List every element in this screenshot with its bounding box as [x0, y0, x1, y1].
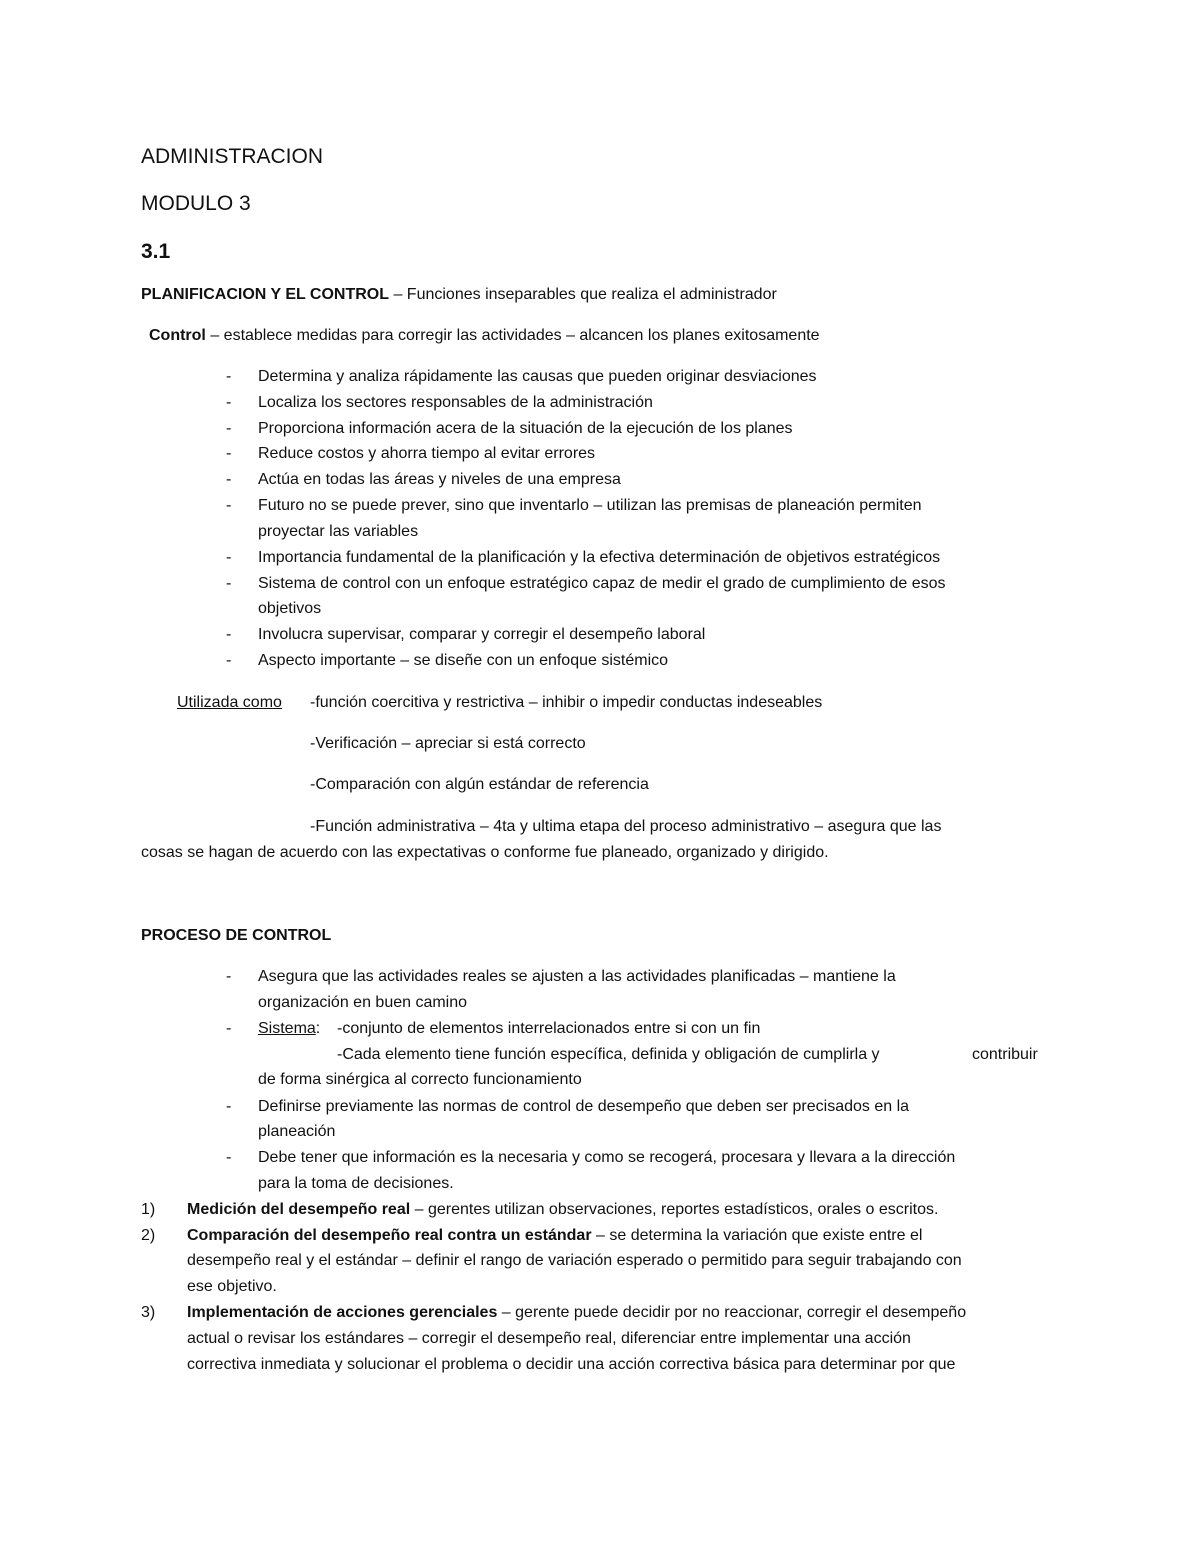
bullet-dash: -	[226, 1149, 232, 1166]
list-item: Proporciona información acera de la situación de la ejecución de los planes	[258, 420, 793, 437]
step-number: 1)	[141, 1201, 156, 1218]
step-number: 2)	[141, 1227, 156, 1244]
list-item: Importancia fundamental de la planificación y la efectiva determinación de objetivos estratégicos	[258, 549, 941, 566]
list-item-continuation: proyectar las variables	[258, 523, 419, 540]
list-item: Aspecto importante – se diseñe con un enfoque sistémico	[258, 652, 669, 669]
step-continuation: ese objetivo.	[187, 1278, 277, 1295]
step-description: – gerente puede decidir por no reaccionar, corregir el desempeño	[497, 1304, 967, 1321]
used-as-continuation: cosas se hagan de acuerdo con las expectativas o conforme fue planeado, organizado y dirigido.	[141, 844, 829, 861]
used-as-label: Utilizada como	[177, 694, 282, 711]
used-as-item: -Función administrativa – 4ta y ultima etapa del proceso administrativo – asegura que las	[310, 818, 942, 835]
system-item	[258, 1018, 320, 1040]
bullet-dash: -	[226, 445, 232, 462]
bullet-dash: -	[226, 549, 232, 566]
list-item-continuation: planeación	[258, 1123, 336, 1140]
step-number: 3)	[141, 1304, 156, 1321]
list-item: Determina y analiza rápidamente las causas que pueden originar desviaciones	[258, 368, 817, 385]
step-continuation: correctiva inmediata y solucionar el problema o decidir una acción correctiva básica para determinar por que	[187, 1356, 956, 1373]
list-item: Asegura que las actividades reales se ajusten a las actividades planificadas – mantiene la	[258, 968, 896, 985]
step-text	[187, 1302, 966, 1324]
control-definition-rest: – establece medidas para corregir las actividades – alcancen los planes exitosamente	[205, 327, 820, 344]
bullet-dash: -	[226, 1098, 232, 1115]
bullet-dash: -	[226, 394, 232, 411]
list-item-continuation: para la toma de decisiones.	[258, 1175, 454, 1192]
used-as-item: -Comparación con algún estándar de referencia	[310, 776, 649, 793]
planning-heading	[141, 284, 777, 306]
step-text	[187, 1199, 938, 1221]
list-item: Sistema de control con un enfoque estratégico capaz de medir el grado de cumplimiento de esos	[258, 575, 946, 592]
used-as-item: -Verificación – apreciar si está correcto	[310, 735, 586, 752]
control-definition	[149, 325, 820, 347]
list-item: Involucra supervisar, comparar y corregir el desempeño laboral	[258, 626, 706, 643]
step-title: Comparación del desempeño real contra un estándar	[187, 1227, 592, 1244]
section-number: 3.1	[141, 240, 171, 263]
document-title: ADMINISTRACION	[141, 145, 324, 168]
step-continuation: actual o revisar los estándares – corregir el desempeño real, diferenciar entre implementar una acción	[187, 1330, 911, 1347]
bullet-dash: -	[226, 497, 232, 514]
process-heading: PROCESO DE CONTROL	[141, 927, 332, 944]
system-line-2-end: contribuir	[972, 1046, 1038, 1063]
bullet-dash: -	[226, 575, 232, 592]
system-label: Sistema	[258, 1020, 316, 1037]
step-description: – gerentes utilizan observaciones, reportes estadísticos, orales o escritos.	[410, 1201, 939, 1218]
step-description: – se determina la variación que existe entre el	[591, 1227, 923, 1244]
planning-heading-bold: PLANIFICACION Y EL CONTROL	[141, 286, 390, 303]
bullet-dash: -	[226, 420, 232, 437]
bullet-dash: -	[226, 652, 232, 669]
bullet-dash: -	[226, 968, 232, 985]
module-heading: MODULO 3	[141, 192, 251, 215]
bullet-dash: -	[226, 626, 232, 643]
list-item: Debe tener que información es la necesaria y como se recogerá, procesara y llevara a la dirección	[258, 1149, 956, 1166]
list-item: Localiza los sectores responsables de la administración	[258, 394, 653, 411]
system-line-2: -Cada elemento tiene función específica, definida y obligación de cumplirla y	[337, 1046, 880, 1063]
list-item-continuation: organización en buen camino	[258, 994, 468, 1011]
planning-heading-rest: – Funciones inseparables que realiza el administrador	[389, 286, 777, 303]
list-item: Definirse previamente las normas de control de desempeño que deben ser precisados en la	[258, 1098, 910, 1115]
list-item-continuation: objetivos	[258, 600, 322, 617]
bullet-dash: -	[226, 368, 232, 385]
step-title: Implementación de acciones gerenciales	[187, 1304, 498, 1321]
system-line-3: de forma sinérgica al correcto funcionamiento	[258, 1071, 582, 1088]
bullet-dash: -	[226, 1020, 232, 1037]
control-term: Control	[149, 327, 206, 344]
step-title: Medición del desempeño real	[187, 1201, 411, 1218]
used-as-item: -función coercitiva y restrictiva – inhibir o impedir conductas indeseables	[310, 694, 823, 711]
list-item: Reduce costos y ahorra tiempo al evitar errores	[258, 445, 596, 462]
list-item: Futuro no se puede prever, sino que inventarlo – utilizan las premisas de planeación permiten	[258, 497, 922, 514]
bullet-dash: -	[226, 471, 232, 488]
system-line-1: -conjunto de elementos interrelacionados entre si con un fin	[337, 1020, 761, 1037]
list-item: Actúa en todas las áreas y niveles de una empresa	[258, 471, 621, 488]
step-text	[187, 1225, 922, 1247]
step-continuation: desempeño real y el estándar – definir el rango de variación esperado o permitido para seguir trabajando con	[187, 1252, 962, 1269]
system-colon: :	[315, 1020, 321, 1037]
